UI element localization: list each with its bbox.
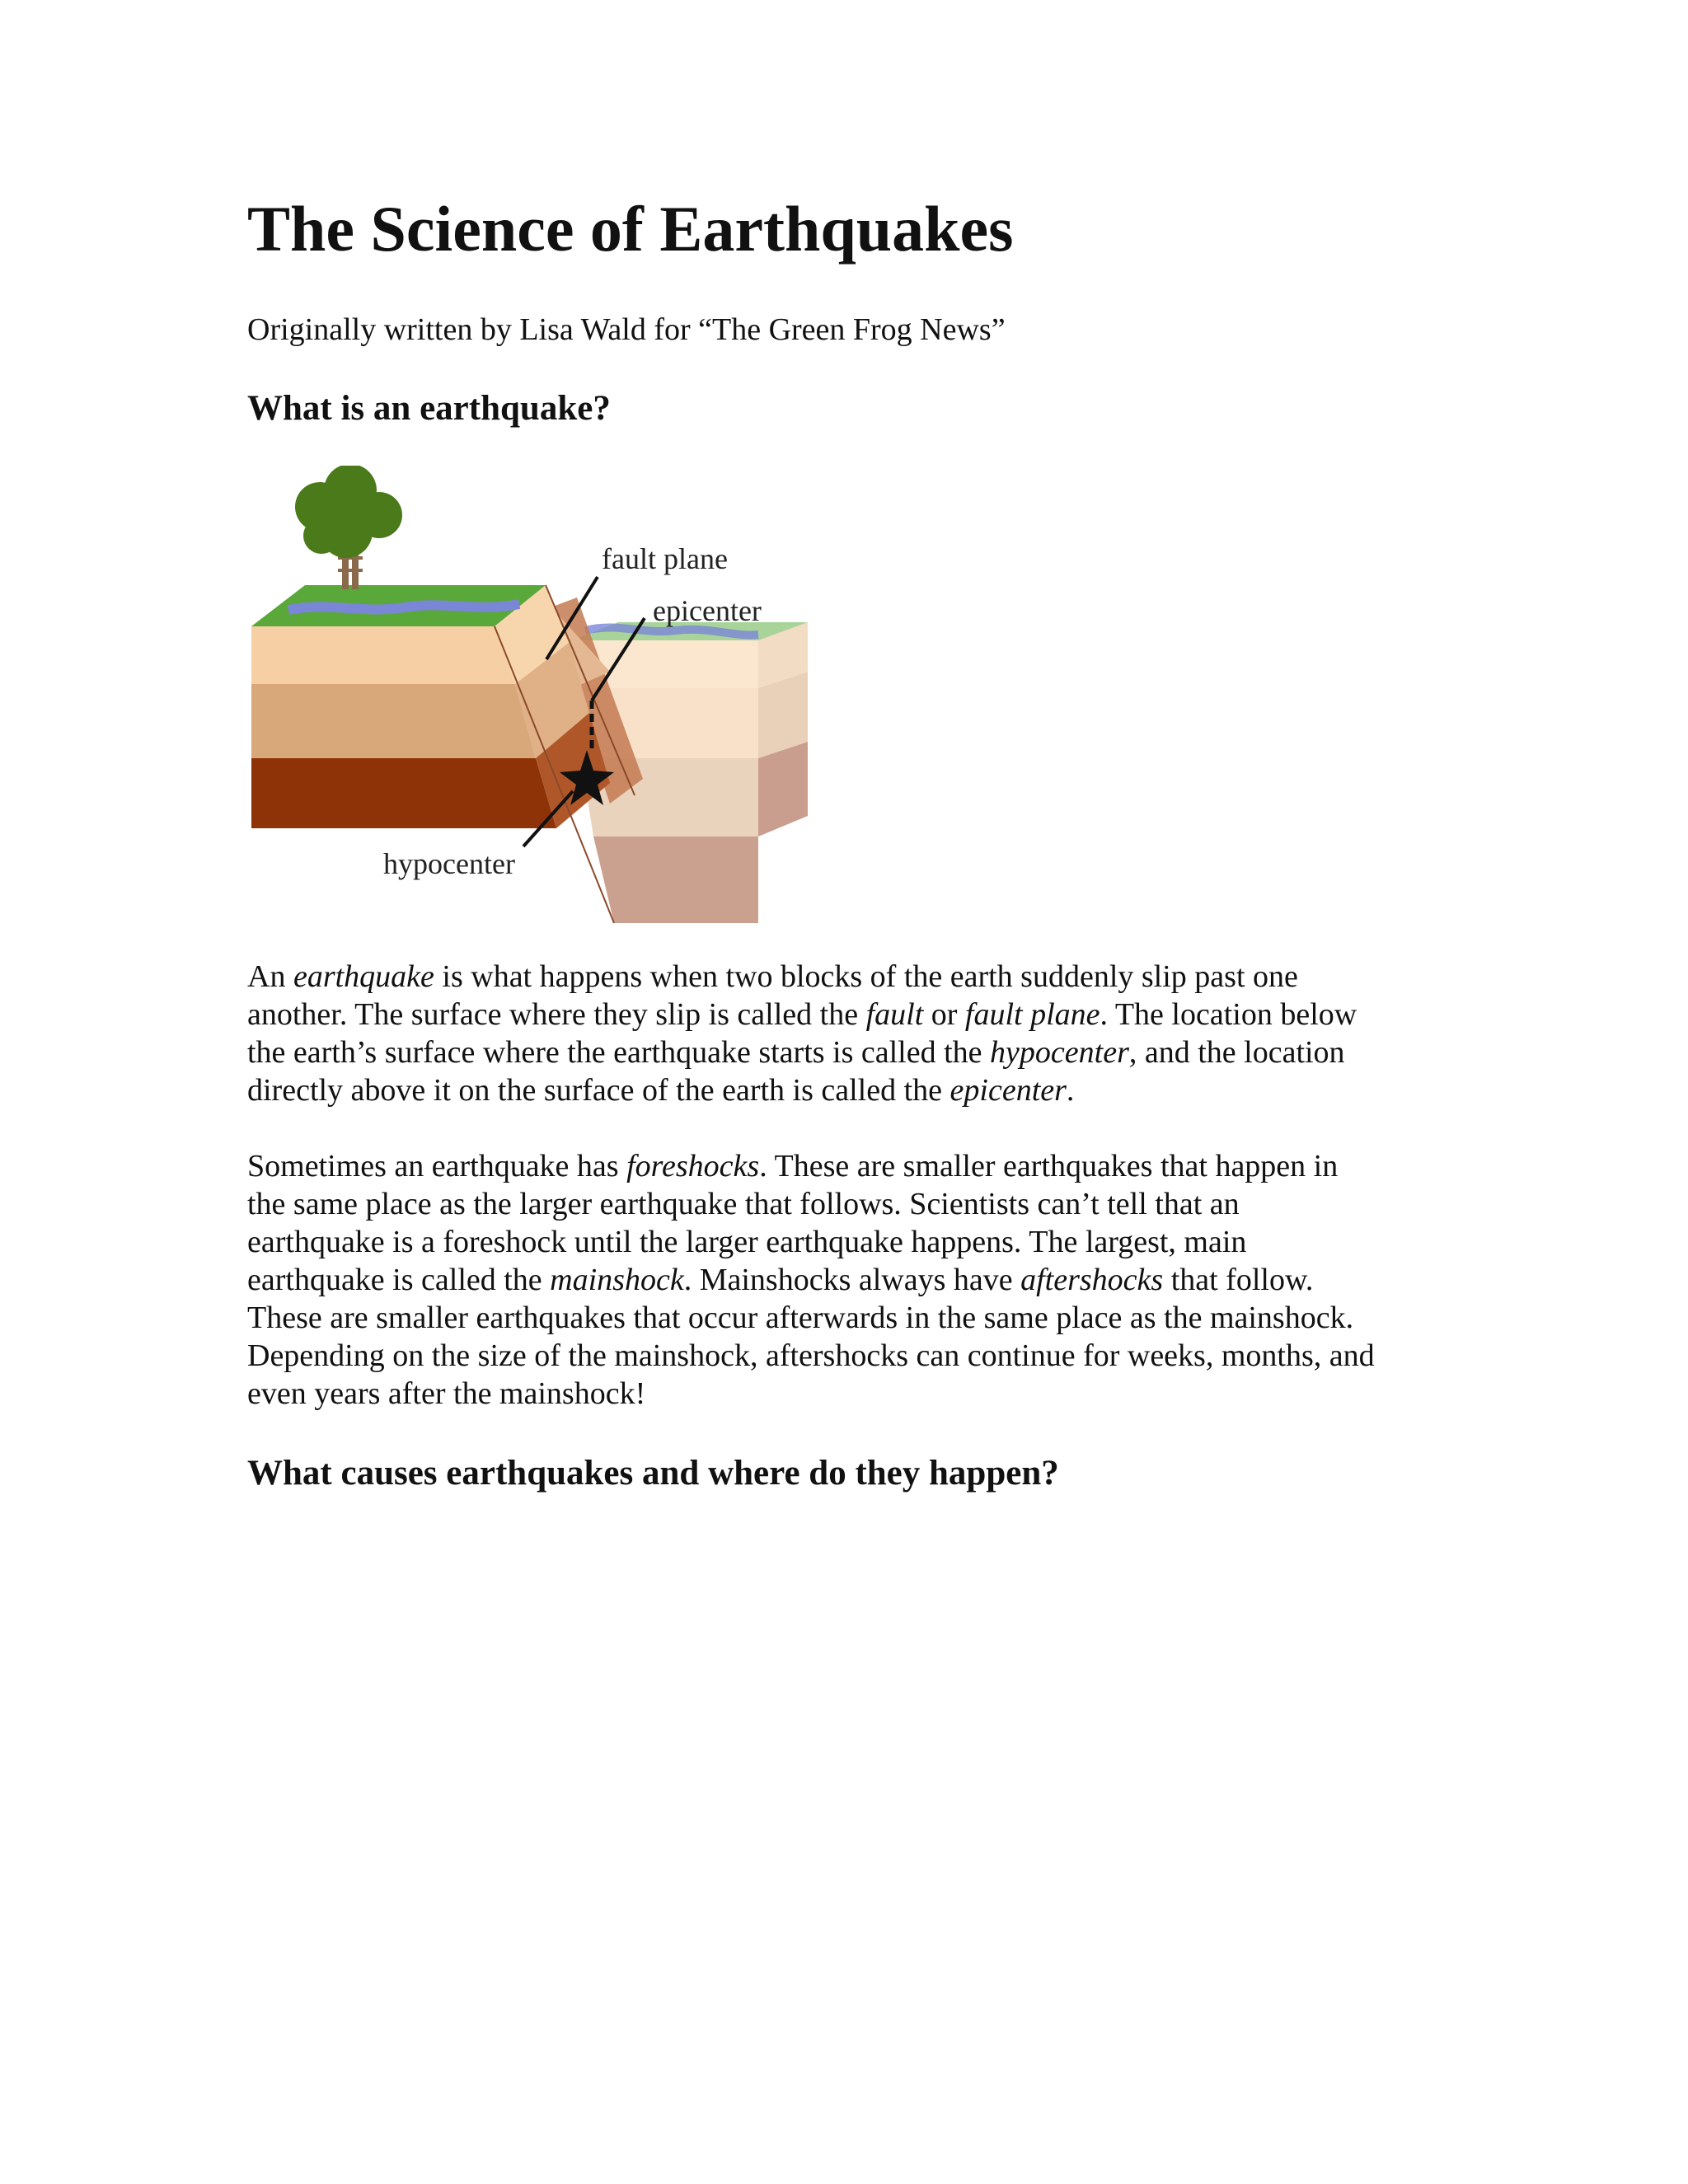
term-hypocenter: hypocenter: [990, 1035, 1129, 1070]
text-line: Depending on the size of the mainshock, aftershocks can continue for weeks, months, and: [247, 1338, 1375, 1373]
term-fault: fault: [865, 997, 924, 1032]
text-line: directly above it on the surface of the earth is called the epicenter.: [247, 1073, 1075, 1108]
term-epicenter: epicenter: [950, 1073, 1067, 1108]
term-fault-plane: fault plane: [964, 997, 1100, 1032]
text-line: the same place as the larger earthquake that follows. Scientists can’t tell that an: [247, 1187, 1240, 1221]
term-foreshocks: foreshocks: [626, 1149, 760, 1183]
term-aftershocks: aftershocks: [1020, 1263, 1164, 1297]
paragraph-earthquake-definition: [247, 958, 1451, 1109]
text-line: the earth’s surface where the earthquake starts is called the hypocenter, and the location: [247, 1035, 1345, 1070]
text-line: another. The surface where they slip is called the fault or fault plane. The location below: [247, 997, 1357, 1032]
label-epicenter: epicenter: [653, 594, 762, 627]
text-line: even years after the mainshock!: [247, 1376, 646, 1411]
term-earthquake: earthquake: [293, 959, 434, 994]
fault-diagram: [247, 466, 824, 927]
label-fault-plane: fault plane: [602, 542, 728, 575]
tree-icon: [295, 466, 402, 589]
section-heading-what-is: What is an earthquake?: [247, 389, 611, 428]
page-title: The Science of Earthquakes: [247, 193, 1014, 265]
text-line: earthquake is a foreshock until the larger earthquake happens. The largest, main: [247, 1225, 1247, 1259]
byline: Originally written by Lisa Wald for “The Green Frog News”: [247, 312, 1006, 347]
term-mainshock: mainshock: [550, 1263, 684, 1297]
paragraph-foreshocks: [247, 1147, 1451, 1413]
text-line: These are smaller earthquakes that occur afterwards in the same place as the mainshock.: [247, 1301, 1354, 1335]
section-heading-causes: What causes earthquakes and where do they happen?: [247, 1454, 1059, 1493]
text-line: An earthquake is what happens when two blocks of the earth suddenly slip past one: [247, 959, 1298, 994]
text-line: earthquake is called the mainshock. Mainshocks always have aftershocks that follow.: [247, 1263, 1314, 1297]
text-line: Sometimes an earthquake has foreshocks. These are smaller earthquakes that happen in: [247, 1149, 1339, 1183]
label-hypocenter: hypocenter: [383, 847, 515, 880]
